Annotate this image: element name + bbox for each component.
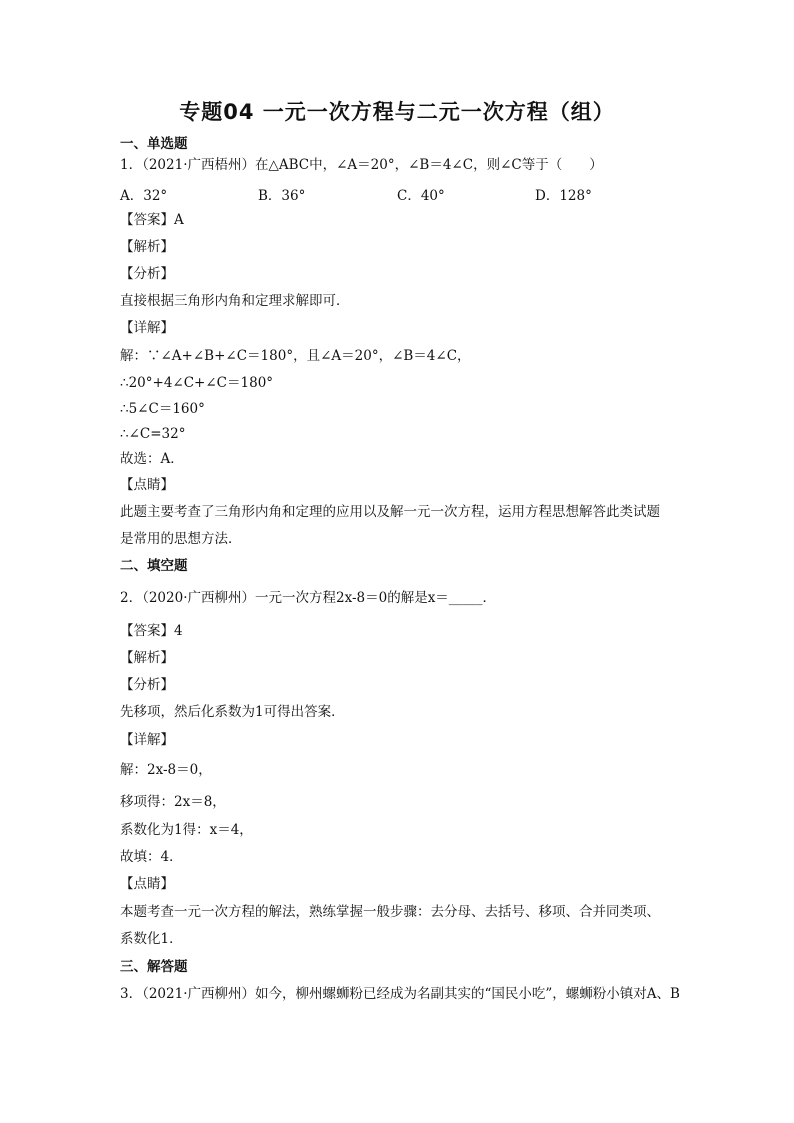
q1-step: ∴∠C=32°	[120, 426, 186, 442]
section-heading-fill-blank: 二、填空题	[120, 558, 188, 574]
q1-option-a: A．32°	[120, 188, 168, 204]
q1-analysis-label: 【解析】	[120, 239, 174, 255]
section-heading-solve: 三、解答题	[120, 959, 188, 975]
q1-step: ∴5∠C＝160°	[120, 401, 205, 417]
page-title: 专题04 一元一次方程与二元一次方程（组）	[179, 100, 615, 124]
q2-fenxi-label: 【分析】	[120, 677, 174, 693]
q2-detail-label: 【详解】	[120, 732, 174, 748]
q1-step: 解：∵∠A+∠B+∠C＝180°，且∠A＝20°，∠B＝4∠C，	[120, 348, 471, 364]
q1-fenxi-label: 【分析】	[120, 266, 174, 282]
question-1-stem: 1．（2021·广西梧州）在△ABC中，∠A＝20°，∠B＝4∠C，则∠C等于（ ）	[120, 157, 603, 173]
q2-step: 移项得：2x＝8，	[120, 794, 226, 810]
q2-analysis-label: 【解析】	[120, 650, 174, 666]
q2-step: 解：2x-8＝0，	[120, 762, 212, 778]
q1-comment-label: 【点睛】	[120, 477, 174, 493]
q2-comment-text: 系数化1．	[120, 931, 183, 947]
q2-comment-text: 本题考查一元一次方程的解法，熟练掌握一般步骤：去分母、去括号、移项、合并同类项、	[120, 904, 660, 920]
q1-step: ∴20°+4∠C+∠C＝180°	[120, 375, 274, 391]
q1-detail-label: 【详解】	[120, 320, 174, 336]
q2-step: 故填：4．	[120, 849, 183, 865]
q1-step: 故选：A．	[120, 451, 184, 467]
q1-comment-text: 是常用的思想方法．	[120, 531, 242, 547]
q1-fenxi-text: 直接根据三角形内角和定理求解即可．	[120, 293, 350, 309]
section-heading-single-choice: 一、单选题	[120, 136, 188, 152]
q1-comment-text: 此题主要考查了三角形内角和定理的应用以及解一元一次方程，运用方程思想解答此类试题	[120, 504, 660, 520]
question-3-stem: 3．（2021·广西柳州）如今，柳州螺蛳粉已经成为名副其实的“国民小吃”，螺蛳粉小镇对A、B	[120, 986, 680, 1002]
q2-step: 系数化为1得：x＝4，	[120, 822, 253, 838]
q2-answer: 【答案】4	[120, 623, 183, 639]
q1-option-d: D．128°	[535, 188, 592, 204]
q1-option-c: C．40°	[397, 188, 445, 204]
q1-option-b: B．36°	[258, 188, 306, 204]
q2-fenxi-text: 先移项，然后化系数为1可得出答案．	[120, 704, 345, 720]
q1-answer: 【答案】A	[120, 212, 184, 228]
q2-comment-label: 【点睛】	[120, 876, 174, 892]
question-2-stem: 2．（2020·广西柳州）一元一次方程2x-8＝0的解是x＝_____．	[120, 590, 497, 606]
